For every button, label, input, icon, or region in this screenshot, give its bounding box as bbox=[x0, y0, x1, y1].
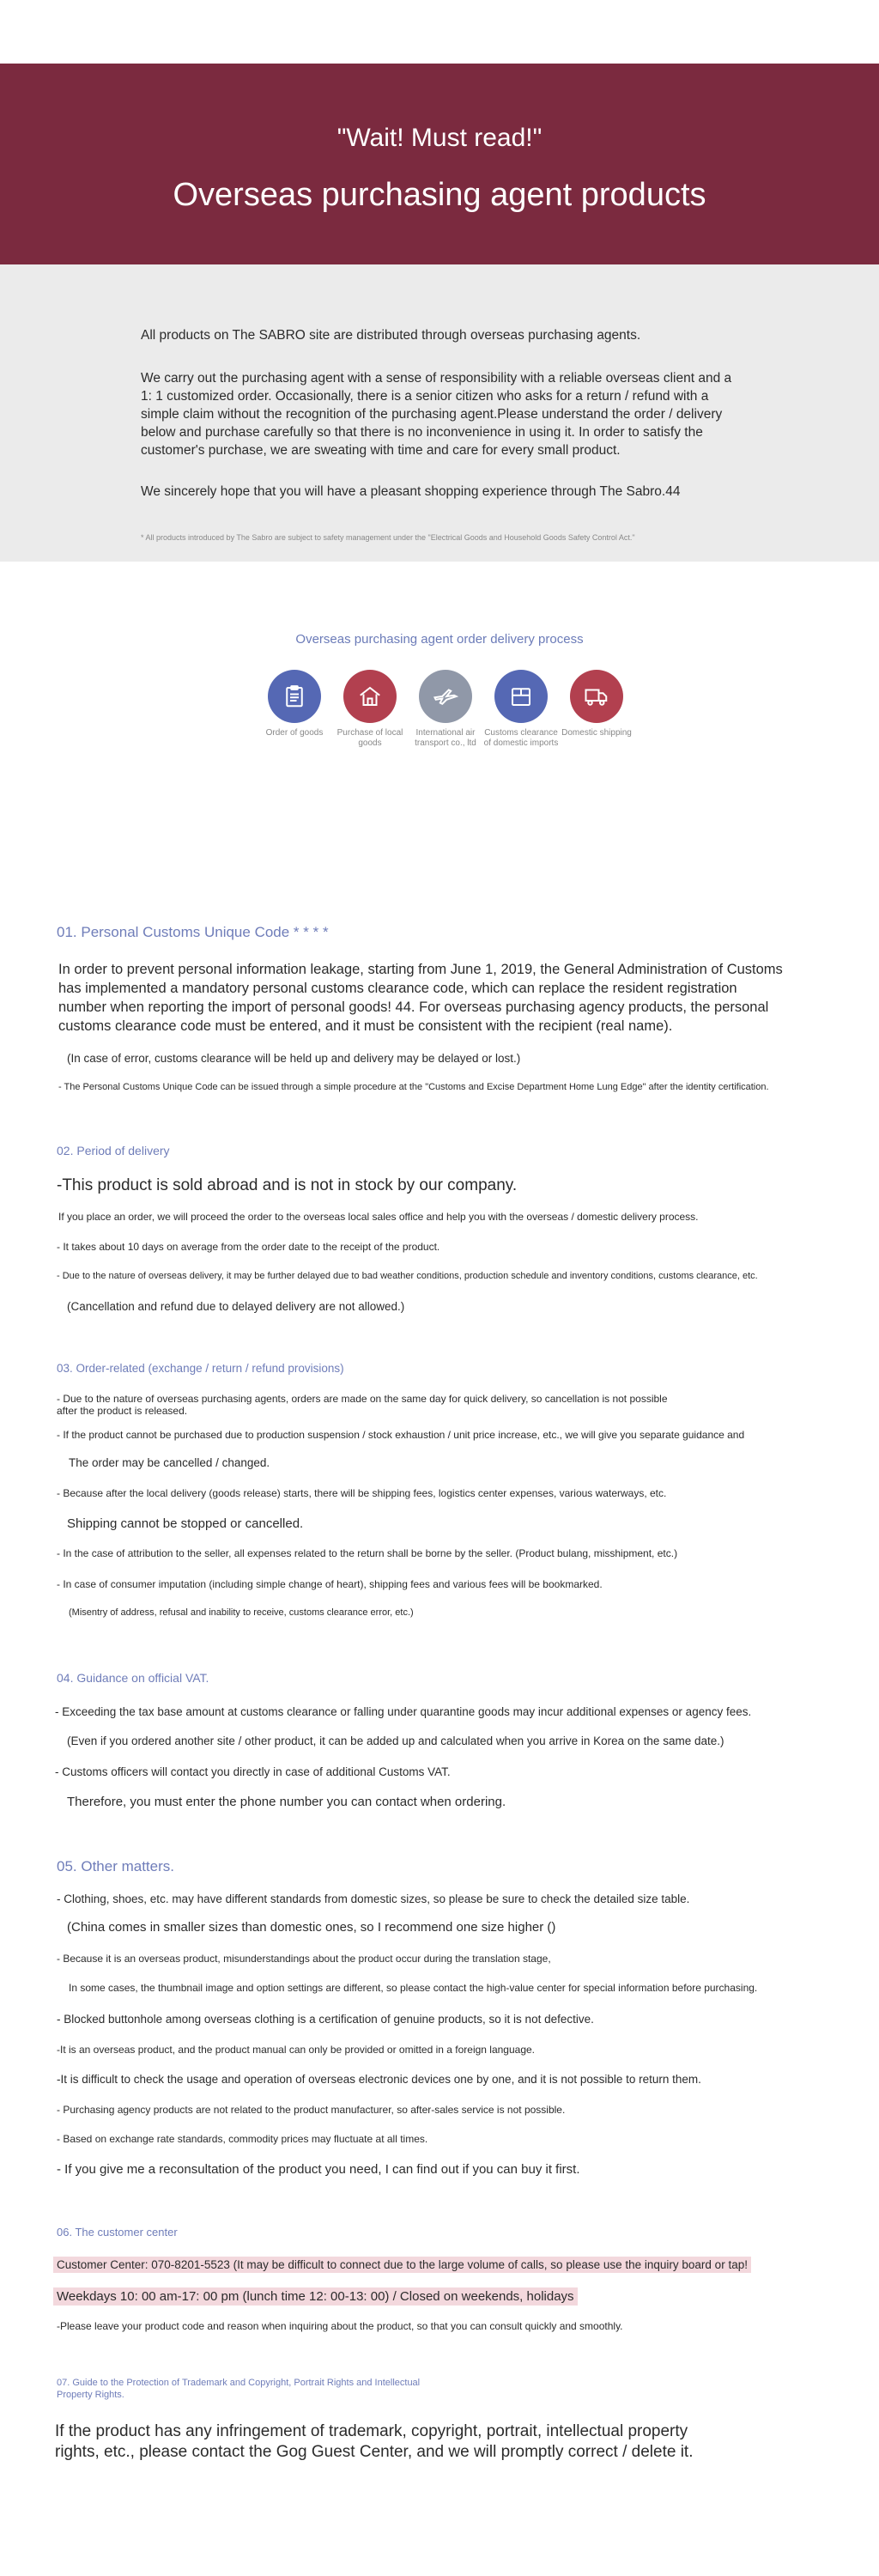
section-05-title: 05. Other matters. bbox=[57, 1858, 174, 1874]
hero-banner bbox=[0, 64, 879, 264]
section-01-title: 01. Personal Customs Unique Code * * * * bbox=[57, 924, 329, 940]
intro-paragraph-1: All products on The SABRO site are distributed through overseas purchasing agents. bbox=[141, 328, 641, 343]
section-02-line-3: - Due to the nature of overseas delivery, it may be further delayed due to bad weather conditions, production schedule and inventory conditions, customs clearance, etc. bbox=[57, 1271, 758, 1281]
section-03-line-5: Shipping cannot be stopped or cancelled. bbox=[67, 1516, 304, 1531]
house-icon bbox=[343, 670, 397, 723]
section-05-line-8: - Purchasing agency products are not related to the product manufacturer, so after-sales service is not possible. bbox=[57, 2104, 566, 2116]
customer-center-note: -Please leave your product code and reason when inquiring about the product, so that you can consult quickly and smoothly. bbox=[57, 2320, 623, 2332]
intro-safety-note: * All products introduced by The Sabro are subject to safety management under the "Electrical Goods and Household Goods Safety Control Act." bbox=[141, 533, 635, 542]
section-03-line-3: The order may be cancelled / changed. bbox=[69, 1456, 270, 1469]
section-03-line-8: (Misentry of address, refusal and inability to receive, customs clearance error, etc.) bbox=[69, 1607, 414, 1618]
process-step-label: Order of goods bbox=[265, 728, 324, 738]
section-01-body: In order to prevent personal information leakage, starting from June 1, 2019, the General Administration of Customs has implemented a mandatory personal customs clearance code, which can replace the resident registration number when reporting the import of personal goods! 44. For overseas purchasing agency products, the personal customs clearance code must be entered, and it must be consistent with the recipient (real name). bbox=[58, 962, 783, 1034]
intro-paragraph-2: We carry out the purchasing agent with a sense of responsibility with a reliable overseas client and a 1: 1 customized order. Occasionally, there is a senior citizen who asks for a return / refund with a simple claim without the recognition of the purchasing agent.Please understand the order / delivery below and purchase carefully so that there is no inconvenience in using it. In order to satisfy the customer's purchase, we are sweating with time and care for every small product. bbox=[141, 371, 732, 458]
process-step-label: Customs clearance of domestic imports bbox=[483, 728, 559, 748]
section-06-title: 06. The customer center bbox=[57, 2226, 178, 2239]
section-05-line-4: In some cases, the thumbnail image and option settings are different, so please contact the high-value center for special information before purchasing. bbox=[69, 1982, 758, 1994]
section-02-line-4: (Cancellation and refund due to delayed delivery are not allowed.) bbox=[67, 1300, 405, 1313]
section-05-line-1: - Clothing, shoes, etc. may have different standards from domestic sizes, so please be sure to check the detailed size table. bbox=[57, 1893, 690, 1905]
customer-center-hours: Weekdays 10: 00 am-17: 00 pm (lunch time 12: 00-13: 00) / Closed on weekends, holidays bbox=[53, 2287, 578, 2306]
process-step-domestic-shipping bbox=[558, 670, 635, 738]
clipboard-icon bbox=[268, 670, 321, 723]
section-02-line-2: - It takes about 10 days on average from the order date to the receipt of the product. bbox=[57, 1241, 440, 1253]
section-05-line-7: -It is difficult to check the usage and operation of overseas electronic devices one by one, and it is not possible to return them. bbox=[57, 2073, 701, 2086]
section-05-line-5: - Blocked buttonhole among overseas clothing is a certification of genuine products, so it is not defective. bbox=[57, 2013, 594, 2026]
hero-subtitle: "Wait! Must read!" bbox=[336, 124, 543, 152]
section-02-lead: -This product is sold abroad and is not in stock by our company. bbox=[57, 1176, 518, 1194]
section-05-line-3: - Because it is an overseas product, misunderstandings about the product occur during the translation stage, bbox=[57, 1953, 551, 1965]
process-step-customs bbox=[482, 670, 560, 749]
airplane-icon bbox=[419, 670, 472, 723]
truck-icon bbox=[570, 670, 623, 723]
process-step-label: International air transport co., ltd bbox=[415, 728, 476, 748]
section-04-line-1: - Exceeding the tax base amount at customs clearance or falling under quarantine goods may incur additional expenses or agency fees. bbox=[55, 1705, 752, 1718]
section-05-line-9: - Based on exchange rate standards, commodity prices may fluctuate at all times. bbox=[57, 2133, 428, 2145]
section-02-title: 02. Period of delivery bbox=[57, 1144, 170, 1157]
section-07-body: If the product has any infringement of trademark, copyright, portrait, intellectual property rights, etc., please contact the Gog Guest Center, and we will promptly correct / delete it. bbox=[55, 2422, 694, 2461]
section-04-line-4: Therefore, you must enter the phone number you can contact when ordering. bbox=[67, 1795, 506, 1809]
box-icon bbox=[494, 670, 548, 723]
process-step-label: Domestic shipping bbox=[561, 728, 632, 738]
section-03-title: 03. Order-related (exchange / return / refund provisions) bbox=[57, 1362, 344, 1375]
section-03-line-2: - If the product cannot be purchased due to production suspension / stock exhaustion / unit price increase, etc., we will give you separate guidance and bbox=[57, 1429, 745, 1441]
section-03-line-6: - In the case of attribution to the seller, all expenses related to the return shall be borne by the seller. (Product bulang, misshipment, etc.) bbox=[57, 1547, 678, 1559]
process-step-purchase bbox=[331, 670, 409, 749]
section-05-line-10: - If you give me a reconsultation of the product you need, I can find out if you can buy it first. bbox=[57, 2162, 580, 2177]
section-05-line-2: (China comes in smaller sizes than domestic ones, so I recommend one size higher () bbox=[67, 1920, 556, 1935]
process-title: Overseas purchasing agent order delivery process bbox=[295, 632, 584, 647]
process-step-air-transport bbox=[407, 670, 484, 749]
section-03-line-7: - In case of consumer imputation (including simple change of heart), shipping fees and various fees will be bookmarked. bbox=[57, 1578, 603, 1590]
section-04-line-3: - Customs officers will contact you directly in case of additional Customs VAT. bbox=[55, 1765, 451, 1778]
process-steps bbox=[256, 670, 633, 764]
section-04-title: 04. Guidance on official VAT. bbox=[57, 1671, 209, 1685]
process-step-label: Purchase of local goods bbox=[336, 728, 403, 748]
hero-title: Overseas purchasing agent products bbox=[173, 177, 706, 213]
section-01-note-1: (In case of error, customs clearance will be held up and delivery may be delayed or lost.) bbox=[67, 1052, 521, 1065]
section-01-note-2: - The Personal Customs Unique Code can be issued through a simple procedure at the "Customs and Excise Department Home Lung Edge" after the identity certification. bbox=[58, 1082, 769, 1092]
process-step-order bbox=[256, 670, 333, 738]
section-05-line-6: -It is an overseas product, and the product manual can only be provided or omitted in a foreign language. bbox=[57, 2044, 536, 2056]
customer-center-phone: Customer Center: 070-8201-5523 (It may be difficult to connect due to the large volume of calls, so please use the inquiry board or tap! bbox=[53, 2257, 751, 2273]
section-03-line-1: - Due to the nature of overseas purchasing agents, orders are made on the same day for quick delivery, so cancellation is not possible after the product is released. bbox=[57, 1393, 668, 1417]
section-02-line-1: If you place an order, we will proceed the order to the overseas local sales office and help you with the overseas / domestic delivery process. bbox=[58, 1211, 699, 1223]
section-04-line-2: (Even if you ordered another site / other product, it can be added up and calculated when you arrive in Korea on the same date.) bbox=[67, 1735, 724, 1747]
section-03-line-4: - Because after the local delivery (goods release) starts, there will be shipping fees, logistics center expenses, various waterways, etc. bbox=[57, 1487, 667, 1499]
section-07-title: 07. Guide to the Protection of Trademark and Copyright, Portrait Rights and Intellectual Property Rights. bbox=[57, 2378, 421, 2400]
intro-paragraph-3: We sincerely hope that you will have a pleasant shopping experience through The Sabro.44 bbox=[141, 484, 681, 499]
intro-section bbox=[0, 264, 879, 562]
